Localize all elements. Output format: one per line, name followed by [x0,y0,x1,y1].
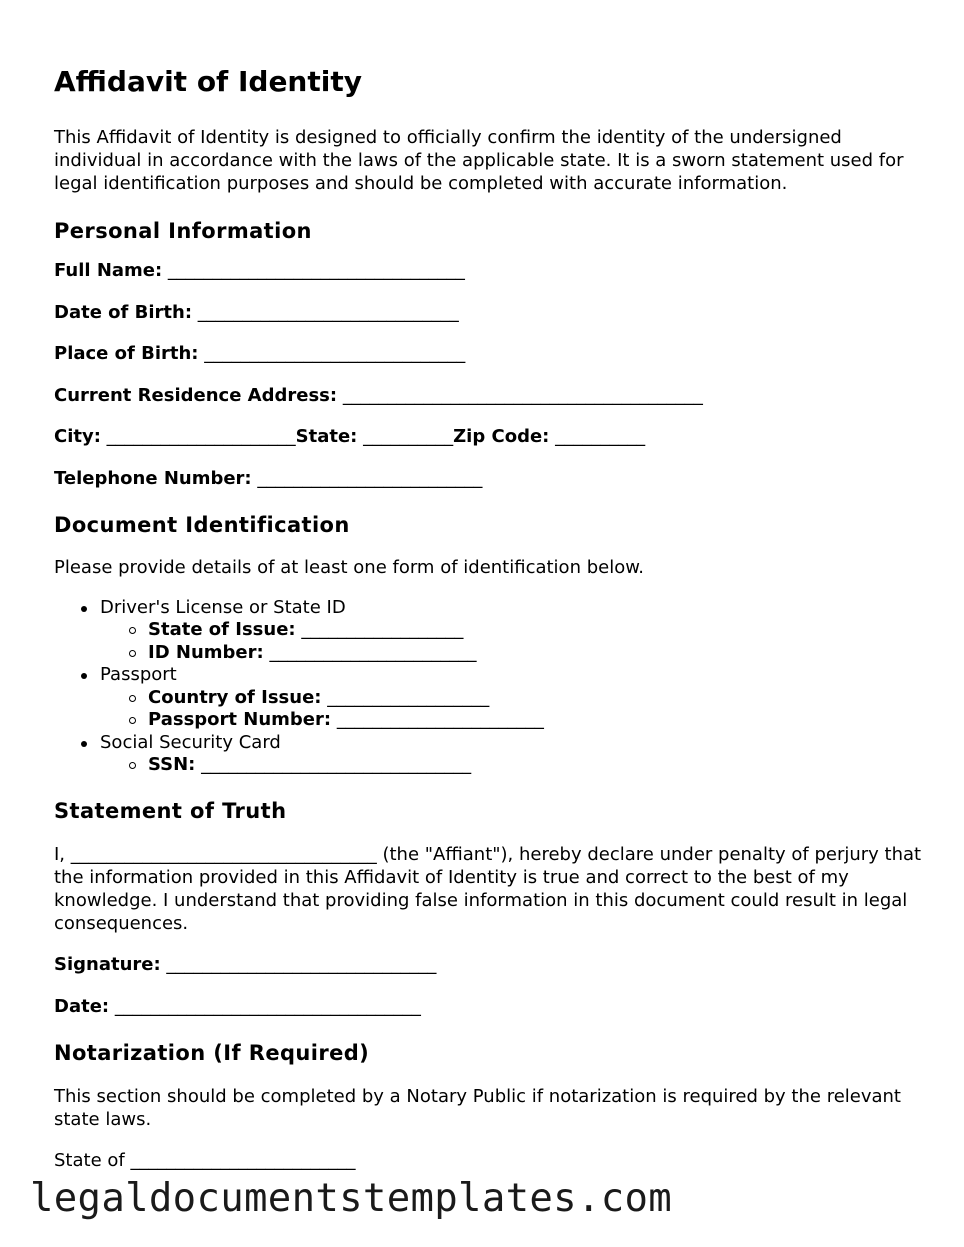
passport-number-blank[interactable]: _______________________ [331,709,544,730]
state-blank[interactable]: __________ [357,426,454,447]
passport-number-field[interactable] [54,709,924,732]
ssn-field[interactable] [54,754,924,777]
identification-list [54,597,924,777]
signature-field[interactable] [54,953,924,976]
date-field[interactable] [54,995,924,1018]
place-of-birth-field[interactable] [54,342,924,365]
ssn-blank[interactable]: ______________________________ [195,754,472,775]
notarization-paragraph: This section should be completed by a Notary Public if notarization is required by the relevant state laws. [54,1085,901,1130]
telephone-blank[interactable]: _________________________ [251,467,483,489]
date-blank[interactable]: __________________________________ [109,995,421,1017]
telephone-label: Telephone Number: [54,467,252,489]
personal-information-heading: Personal Information [54,219,312,243]
place-of-birth-blank[interactable]: _____________________________ [198,343,466,364]
full-name-label: Full Name: [54,260,163,281]
telephone-field[interactable] [54,467,924,490]
country-of-issue-blank[interactable]: __________________ [321,686,490,708]
intro-paragraph: This Affidavit of Identity is designed to officially confirm the identity of the undersigned individual in accordance with the laws of the applicable state. It is a sworn statement used for legal identification purposes and should be completed with accurate information. [54,127,904,194]
passport-number-label: Passport Number: [148,709,332,730]
notarization-heading: Notarization (If Required) [54,1040,370,1065]
date-label: Date: [54,995,110,1017]
zip-code-blank[interactable]: __________ [549,426,646,447]
zip-code-label: Zip Code: [453,426,550,447]
ssn-label: SSN: [148,754,196,775]
city-state-zip-row [54,425,924,448]
residence-address-blank[interactable]: ________________________________________ [337,384,703,406]
state-label: State: [295,426,358,447]
city-label: City: [54,426,101,447]
signature-blank[interactable]: ______________________________ [160,954,437,975]
statement-of-truth-paragraph: I, __________________________________ (the "Affiant"), hereby declare under penalty of perjury that the information provided in this Affidavit of Identity is true and correct to the best of my knowledge. I understand that providing false information in this document could result in legal consequences. [54,843,922,934]
state-of-issue-blank[interactable]: __________________ [295,619,464,640]
city-blank[interactable]: _____________________ [100,426,296,447]
signature-label: Signature: [54,954,161,975]
country-of-issue-label: Country of Issue: [148,686,322,708]
residence-address-field[interactable] [54,384,924,407]
watermark-text: legaldocumentstemplates.com [30,1176,673,1221]
statement-of-truth-heading: Statement of Truth [54,798,287,823]
full-name-field[interactable] [54,259,924,282]
date-of-birth-blank[interactable]: _____________________________ [192,301,459,323]
list-item-drivers-license: Driver's License or State ID [54,597,924,620]
state-of-issue-label: State of Issue: [148,619,296,640]
date-of-birth-field[interactable] [54,301,924,324]
list-item-passport: Passport [54,664,924,687]
affidavit-document [54,62,924,1172]
state-of-field[interactable]: State of _________________________ [54,1150,356,1171]
identification-instruction: Please provide details of at least one form of identification below. [54,556,645,578]
country-of-issue-field[interactable] [54,687,924,710]
document-title: Affidavit of Identity [54,65,362,98]
document-identification-heading: Document Identification [54,512,350,537]
full-name-blank[interactable]: _________________________________ [162,260,465,281]
date-of-birth-label: Date of Birth: [54,301,193,323]
id-number-label: ID Number: [148,641,264,663]
list-item-social-security-card: Social Security Card [54,732,924,755]
id-number-field[interactable] [54,642,924,665]
residence-address-label: Current Residence Address: [54,384,338,406]
id-number-blank[interactable]: _______________________ [263,641,477,663]
place-of-birth-label: Place of Birth: [54,343,199,364]
state-of-issue-field[interactable] [54,619,924,642]
